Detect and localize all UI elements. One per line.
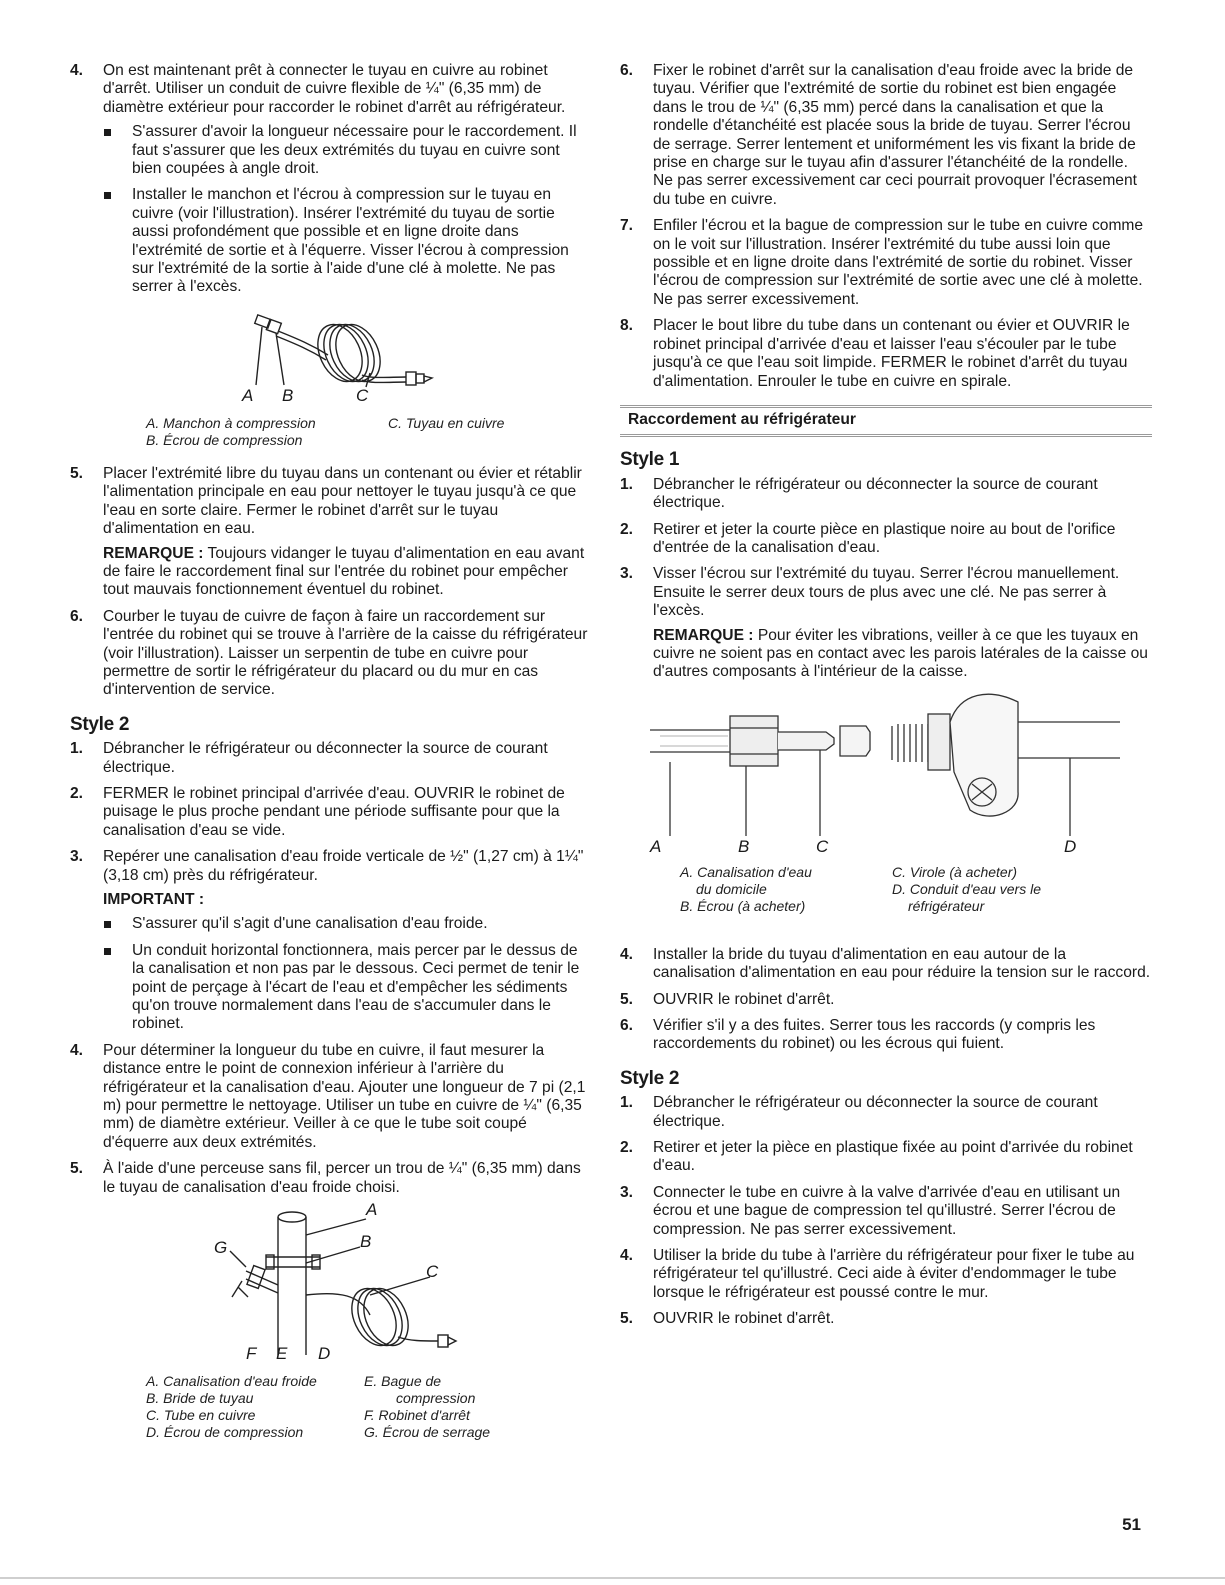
note-text: Pour éviter les vibrations, veiller à ce que les tuyaux en cuivre ne soient pas en contact avec les parois latérales de la caisse ou d'autres composants à l'intérieur de la caisse. bbox=[653, 626, 1148, 681]
step-4 bbox=[620, 1247, 1152, 1302]
caption-item: D. Écrou de compression bbox=[146, 1424, 304, 1441]
important-label: IMPORTANT : bbox=[103, 891, 205, 908]
step-number: 8. bbox=[620, 317, 634, 335]
step-text: Installer la bride du tuyau d'alimentation en eau autour de la canalisation d'alimentation en eau pour réduire la tension sur le raccord. bbox=[653, 945, 1151, 982]
step-7 bbox=[620, 217, 1152, 309]
step-text: À l'aide d'une perceuse sans fil, percer un trou de ¼" (6,35 mm) dans le tuyau de canalisation d'eau froide choisi. bbox=[103, 1160, 581, 1196]
caption-item: C. Tube en cuivre bbox=[146, 1407, 256, 1424]
step-number: 5. bbox=[70, 1160, 84, 1178]
style-2-steps bbox=[70, 740, 590, 1197]
step-4 bbox=[70, 1042, 590, 1152]
note bbox=[653, 627, 1152, 682]
step-number: 5. bbox=[620, 990, 634, 1008]
figure-caption bbox=[146, 415, 566, 449]
step-8 bbox=[620, 317, 1152, 391]
step-text: Connecter le tube en cuivre à la valve d'arrivée d'eau en utilisant un écrou et une bague de compression tel qu'illustré. Serrer l'écrou de compression. Ne pas serrer excessivement. bbox=[653, 1183, 1121, 1238]
step-number: 4. bbox=[70, 1041, 84, 1059]
figure-caption bbox=[146, 1373, 566, 1441]
step-6 bbox=[70, 608, 590, 700]
figure-refrigerator-connection bbox=[620, 692, 1152, 942]
caption-item: D. Conduit d'eau vers le bbox=[892, 880, 1041, 897]
caption-item: F. Robinet d'arrêt bbox=[364, 1407, 470, 1424]
caption-item: B. Écrou (à acheter) bbox=[680, 897, 806, 914]
step-5 bbox=[70, 1160, 590, 1197]
install-steps-part3 bbox=[620, 62, 1152, 391]
step-2 bbox=[620, 521, 1152, 558]
step-text: On est maintenant prêt à connecter le tuyau en cuivre au robinet d'arrêt. Utiliser un conduit de cuivre flexible de ¼" (6,35 mm) de diamètre extérieur pour raccorder le robinet d'arrêt au réfrigérateur. bbox=[103, 62, 566, 116]
figure-label-b: B bbox=[282, 385, 294, 405]
step-number: 4. bbox=[620, 945, 634, 963]
step-text: Repérer une canalisation d'eau froide verticale de ½" (1,27 cm) à 1¼" (3,18 cm) près du réfrigérateur. bbox=[103, 848, 584, 884]
note-text: Toujours vidanger le tuyau d'alimentation en eau avant de faire le raccordement final sur l'entrée du robinet pour empêcher tout mauvais fonctionnement éventuel du robinet. bbox=[103, 544, 585, 599]
figure-label-d: D bbox=[1064, 836, 1077, 856]
page-bottom-rule bbox=[0, 1577, 1225, 1579]
step-1 bbox=[70, 740, 590, 777]
caption-item: C. Tuyau en cuivre bbox=[388, 414, 505, 431]
figure-label-c: C bbox=[816, 836, 829, 856]
refrigerator-connection-illustration bbox=[620, 692, 1152, 842]
figure-label-a: A bbox=[242, 385, 254, 405]
step-number: 5. bbox=[620, 1310, 634, 1328]
step-1 bbox=[620, 1094, 1152, 1131]
step-number: 1. bbox=[70, 740, 84, 758]
step-text: Placer le bout libre du tube dans un contenant ou évier et OUVRIR le robinet principal d'arrivée d'eau et laisser l'eau s'écouler par le tube jusqu'à ce que l'eau soit limpide. FERMER le robinet d'arrêt du tuyau d'alimentation. Enrouler le tube en cuivre en spirale. bbox=[653, 317, 1130, 390]
step-5 bbox=[620, 991, 1152, 1009]
bullet-list bbox=[103, 123, 590, 297]
style-2-steps bbox=[620, 1094, 1152, 1328]
step-2 bbox=[620, 1139, 1152, 1176]
step-number: 6. bbox=[620, 62, 634, 79]
step-number: 4. bbox=[70, 62, 84, 79]
step-number: 6. bbox=[70, 607, 84, 625]
install-steps-part2 bbox=[70, 465, 590, 700]
note-label: REMARQUE : bbox=[653, 626, 754, 644]
step-number: 2. bbox=[620, 1139, 634, 1157]
bullet-item: Installer le manchon et l'écrou à compression sur le tuyau en cuivre (voir l'illustration). Insérer l'extrémité du tuyau de sortie aussi profondément que possible et en ligne droite dans l'extrémité de sortie et à l'équerre. Visser l'écrou à compression sur l'extrémité de la sortie à l'aide d'une clé à molette. Ne pas serrer à l'excès. bbox=[103, 186, 590, 296]
style-1-steps-continued bbox=[620, 946, 1152, 1054]
figure-label-a: A bbox=[366, 1200, 378, 1220]
step-4 bbox=[620, 946, 1152, 983]
note-label: REMARQUE : bbox=[103, 544, 204, 562]
step-text: Utiliser la bride du tube à l'arrière du réfrigérateur pour fixer le tube au réfrigérateur tel qu'illustré. Ceci aide à éviter d'endommager le tube lorsque le réfrigérateur est poussé contre le mur. bbox=[653, 1247, 1135, 1301]
style-2-heading: Style 2 bbox=[620, 1067, 680, 1089]
step-text: Fixer le robinet d'arrêt sur la canalisation d'eau froide avec la bride de tuyau. Vérifier que l'extrémité de sortie du robinet est bien engagée dans le trou de ¼" (6,35 mm) percé dans la canalisation et que la rondelle d'étanchéité est placée sous la bride de tuyau. Serrer l'écrou de serrage. Serrer lentement et uniformément les vis fixant la bride de prise en charge sur le tuyau afin d'assurer l'étanchéité de la rondelle. Ne pas serrer excessivement car ceci pourrait provoquer l'écrasement du tube en cuivre. bbox=[653, 62, 1137, 208]
step-4 bbox=[70, 62, 590, 297]
step-text: OUVRIR le robinet d'arrêt. bbox=[653, 990, 835, 1008]
step-number: 3. bbox=[620, 1183, 634, 1201]
caption-item: réfrigérateur bbox=[908, 897, 985, 914]
step-number: 2. bbox=[70, 784, 84, 802]
step-3 bbox=[70, 848, 590, 1034]
step-text: Débrancher le réfrigérateur ou déconnecter la source de courant électrique. bbox=[653, 1094, 1098, 1130]
figure-label-b: B bbox=[360, 1232, 372, 1252]
step-6 bbox=[620, 62, 1152, 209]
step-number: 7. bbox=[620, 217, 634, 235]
caption-item: A. Canalisation d'eau froide bbox=[146, 1373, 317, 1390]
caption-item: C. Virole (à acheter) bbox=[892, 863, 1018, 880]
caption-item: G. Écrou de serrage bbox=[364, 1424, 491, 1441]
caption-item: B. Écrou de compression bbox=[146, 431, 303, 448]
step-text: Vérifier s'il y a des fuites. Serrer tous les raccords (y compris les raccordements du robinet) ou les écrous qui fuient. bbox=[653, 1017, 1096, 1053]
figure-label-d: D bbox=[318, 1344, 331, 1364]
figure-compression-fitting bbox=[70, 305, 590, 455]
step-3 bbox=[620, 565, 1152, 681]
step-text: Débrancher le réfrigérateur ou déconnecter la source de courant électrique. bbox=[103, 740, 548, 776]
step-number: 1. bbox=[620, 1094, 634, 1112]
right-column bbox=[620, 62, 1152, 1337]
note bbox=[103, 545, 590, 600]
figure-label-b: B bbox=[738, 836, 750, 856]
step-text: Placer l'extrémité libre du tuyau dans un contenant ou évier et rétablir l'alimentation principale en eau pour nettoyer le tuyau jusqu'à ce que l'eau en sorte claire. Fermer le robinet d'arrêt sur le tuyau d'alimentation en eau. bbox=[103, 464, 582, 538]
shutoff-valve-illustration bbox=[70, 1205, 590, 1365]
figure-label-c: C bbox=[426, 1262, 439, 1282]
bullet-item: Un conduit horizontal fonctionnera, mais percer par le dessus de la canalisation et non pas par le dessous. Ceci permet de tenir le point de perçage à l'écart de l'eau et d'empêcher les sédiments qu'on trouve normalement dans l'eau de s'accumuler dans le robinet. bbox=[103, 942, 590, 1034]
caption-item: compression bbox=[396, 1390, 476, 1407]
page-number: 51 bbox=[1122, 1515, 1141, 1534]
step-text: Enfiler l'écrou et la bague de compression sur le tube en cuivre comme on le voit sur l'illustration. Insérer l'extrémité du tube aussi loin que possible et en ligne droite dans l'extrémité de sortie du robinet. Visser l'écrou de compression sur l'extrémité de sortie avec une clé à molette. Ne pas serrer excessivement. bbox=[653, 217, 1144, 308]
bullet-item: S'assurer d'avoir la longueur nécessaire pour le raccordement. Il faut s'assurer que les deux extrémités du tuyau en cuivre sont bien coupées à angle droit. bbox=[103, 123, 590, 178]
step-text: FERMER le robinet principal d'arrivée d'eau. OUVRIR le robinet de puisage le plus proche pendant une période suffisante pour que la canalisation d'eau se vide. bbox=[103, 784, 565, 839]
figure-label-e: E bbox=[276, 1344, 288, 1364]
compression-fitting-illustration bbox=[70, 305, 590, 409]
step-6 bbox=[620, 1017, 1152, 1054]
style-1-heading: Style 1 bbox=[620, 449, 680, 471]
section-heading: Raccordement au réfrigérateur bbox=[620, 405, 1152, 437]
figure-caption bbox=[680, 864, 1120, 915]
step-text: Retirer et jeter la courte pièce en plastique noire au bout de l'orifice d'entrée de la canalisation d'eau. bbox=[653, 520, 1116, 556]
figure-label-g: G bbox=[214, 1238, 228, 1258]
step-number: 1. bbox=[620, 475, 634, 493]
caption-item: A. Canalisation d'eau bbox=[680, 863, 812, 880]
style-1-steps bbox=[620, 476, 1152, 682]
step-3 bbox=[620, 1184, 1152, 1239]
step-number: 4. bbox=[620, 1247, 634, 1265]
step-text: OUVRIR le robinet d'arrêt. bbox=[653, 1310, 835, 1328]
step-5 bbox=[70, 465, 590, 600]
step-text: Débrancher le réfrigérateur ou déconnecter la source de courant électrique. bbox=[653, 475, 1098, 512]
figure-label-c: C bbox=[356, 385, 369, 405]
step-1 bbox=[620, 476, 1152, 513]
step-text: Retirer et jeter la pièce en plastique fixée au point d'arrivée du robinet d'eau. bbox=[653, 1139, 1133, 1175]
figure-shutoff-valve bbox=[70, 1200, 590, 1445]
caption-item: B. Bride de tuyau bbox=[146, 1390, 254, 1407]
step-number: 2. bbox=[620, 520, 634, 538]
style-2-heading: Style 2 bbox=[70, 713, 130, 735]
step-number: 3. bbox=[620, 565, 634, 583]
left-column bbox=[70, 62, 590, 1449]
figure-label-a: A bbox=[650, 836, 662, 856]
step-number: 5. bbox=[70, 464, 84, 482]
step-2 bbox=[70, 785, 590, 840]
bullet-list bbox=[103, 915, 590, 1033]
step-text: Courber le tuyau de cuivre de façon à faire un raccordement sur l'entrée du robinet qui se trouve à l'arrière de la caisse du réfrigérateur (voir l'illustration). Laisser un serpentin de tube en cuivre pour permettre de sortir le réfrigérateur du placard ou du mur en cas d'intervention de service. bbox=[103, 607, 588, 699]
step-text: Visser l'écrou sur l'extrémité du tuyau. Serrer l'écrou manuellement. Ensuite le serrer deux tours de plus avec une clé. Ne pas serrer à l'excès. bbox=[653, 565, 1120, 620]
caption-item: du domicile bbox=[696, 880, 767, 897]
caption-item: E. Bague de bbox=[364, 1373, 442, 1390]
step-text: Pour déterminer la longueur du tube en cuivre, il faut mesurer la distance entre le point de connexion inférieur à l'arrière du réfrigérateur et la canalisation d'eau. Ajouter une longueur de 7 pi (2,1 m) pour permettre le nettoyage. Utiliser un tube en cuivre de ¼" (6,35 mm) de diamètre extérieur. Veiller à ce que le tube soit coupé d'équerre aux deux extrémités. bbox=[103, 1041, 586, 1151]
step-number: 3. bbox=[70, 848, 84, 866]
caption-item: A. Manchon à compression bbox=[146, 414, 316, 431]
install-steps-part1 bbox=[70, 62, 590, 297]
step-number: 6. bbox=[620, 1017, 634, 1034]
bullet-item: S'assurer qu'il s'agit d'une canalisation d'eau froide. bbox=[103, 915, 590, 933]
figure-label-f: F bbox=[246, 1344, 257, 1364]
step-5 bbox=[620, 1310, 1152, 1328]
